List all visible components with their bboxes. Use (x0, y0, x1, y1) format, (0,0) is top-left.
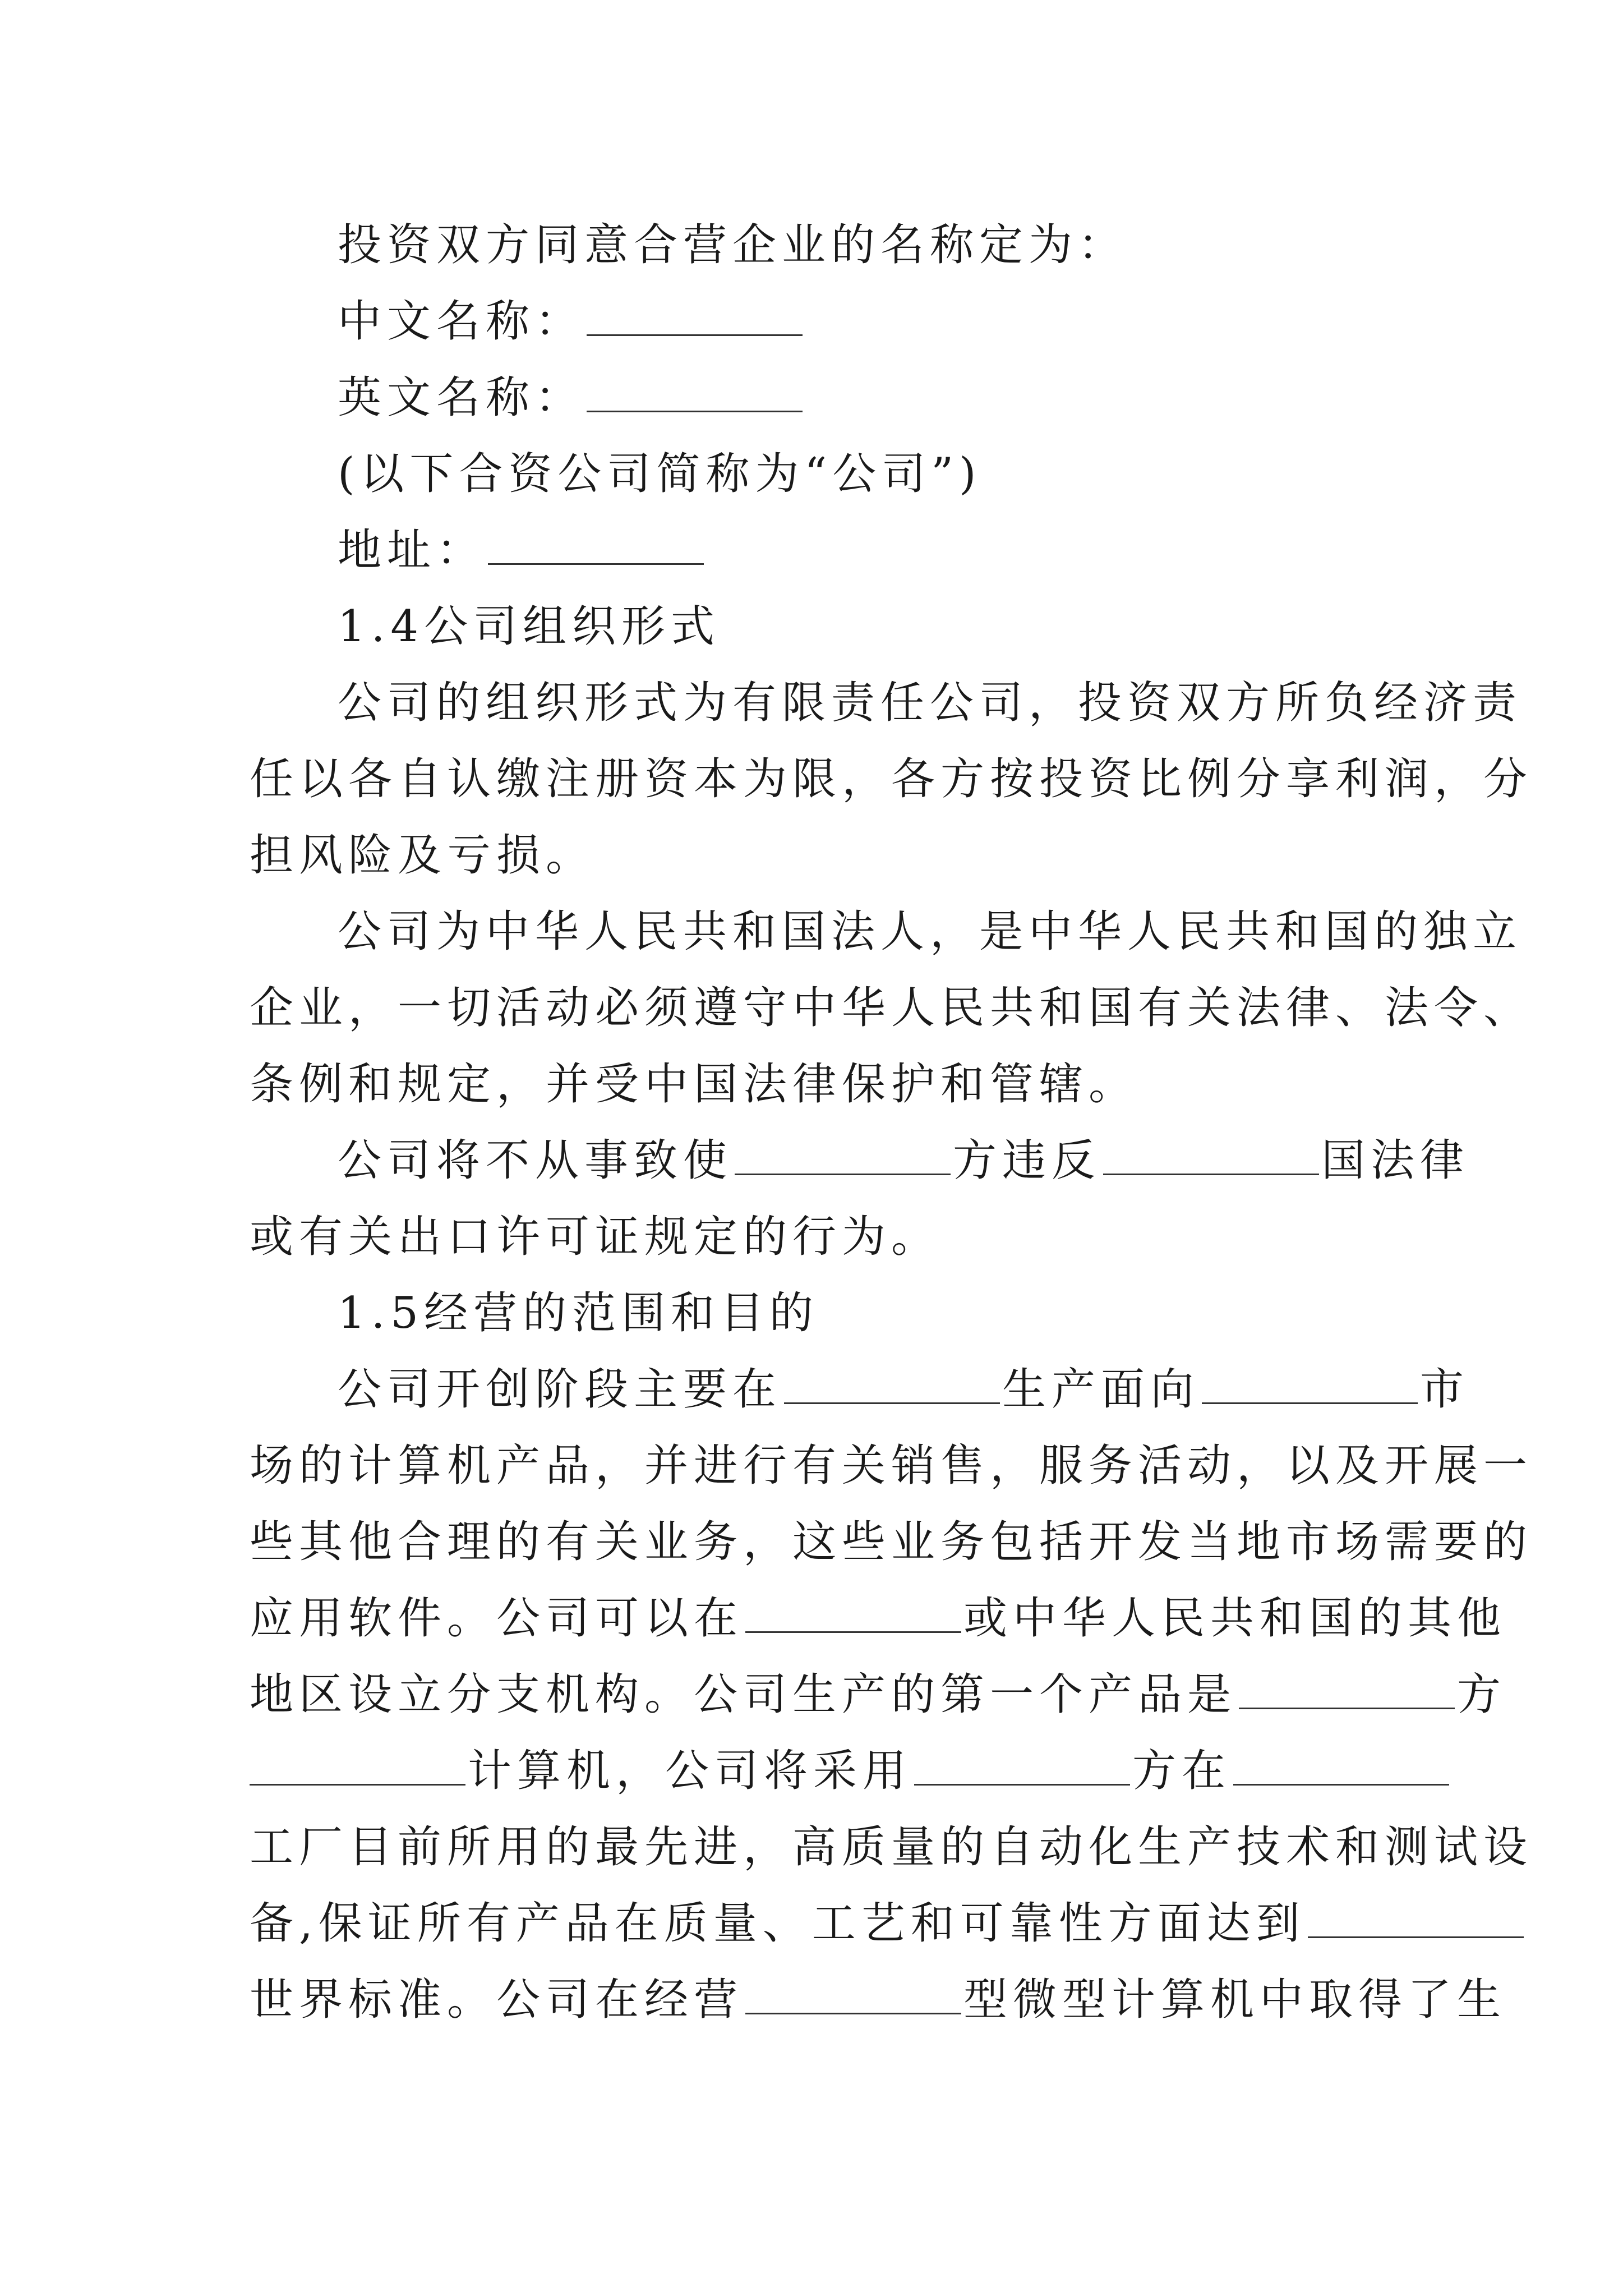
paragraph-text: 场的计算机产品，并进行有关销售，服务活动，以及开展一 (250, 1441, 1533, 1491)
paragraph-text: 工厂目前所用的最先进，高质量的自动化生产技术和测试设 (250, 1822, 1533, 1872)
paragraph-text: 国法律 (1321, 1135, 1470, 1186)
paragraph-line (250, 1579, 1507, 1658)
paragraph-line (250, 1655, 1507, 1734)
paragraph-text: 条例和规定，并受中国法律保护和管辖。 (250, 1059, 1138, 1110)
fill-blank (1233, 1745, 1449, 1786)
paragraph-line (250, 1427, 1533, 1505)
fill-blank (250, 1745, 465, 1786)
paragraph-text: 方在 (1132, 1746, 1232, 1796)
section-heading: 1.5经营的范围和目的 (338, 1288, 819, 1338)
paragraph-line (338, 1121, 1482, 1200)
fill-blank (1202, 1363, 1418, 1404)
address-blank (488, 524, 704, 565)
address-line (338, 511, 1482, 590)
fill-blank (745, 1973, 961, 2014)
paragraph-text: 市 (1420, 1364, 1470, 1415)
paragraph-line (250, 1961, 1507, 2039)
fill-blank (735, 1134, 951, 1175)
paragraph-text: 企业，一切活动必须遵守中华人民共和国有关法律、法令、 (250, 983, 1533, 1033)
chinese-name-label: 中文名称： (338, 296, 585, 347)
paragraph-text: 公司为中华人民共和国法人，是中华人民共和国的独立 (338, 907, 1523, 957)
paragraph-line (250, 740, 1533, 818)
section-1-4-heading (338, 587, 1482, 666)
fill-blank (1103, 1134, 1319, 1175)
paragraph-line (250, 816, 1394, 895)
english-name-label: 英文名称： (338, 372, 585, 423)
paragraph-line (338, 664, 1523, 742)
paragraph-text: 生产面向 (1002, 1364, 1200, 1415)
abbreviation-text: (以下合资公司简称为“公司”) (338, 449, 982, 499)
paragraph-text: 公司的组织形式为有限责任公司，投资双方所负经济责 (338, 678, 1523, 728)
paragraph-text: 公司将不从事致使 (338, 1135, 733, 1186)
paragraph-text: 方违反 (953, 1135, 1101, 1186)
intro-line (338, 206, 1482, 284)
abbreviation-note (338, 435, 1482, 513)
paragraph-line (250, 1808, 1533, 1887)
chinese-name-blank (587, 295, 803, 336)
section-1-5-heading (338, 1274, 1482, 1352)
paragraph-line (250, 1503, 1533, 1581)
fill-blank (914, 1745, 1130, 1786)
english-name-blank (587, 371, 803, 412)
section-heading: 1.4公司组织形式 (338, 601, 721, 652)
paragraph-text: 世界标准。公司在经营 (250, 1975, 744, 2025)
paragraph-line (250, 1884, 1394, 1963)
paragraph-text: 地区设立分支机构。公司生产的第一个产品是 (250, 1669, 1237, 1720)
paragraph-line (250, 1732, 1394, 1810)
paragraph-line (250, 1198, 1394, 1276)
paragraph-text: 备,保证所有产品在质量、工艺和可靠性方面达到 (250, 1898, 1306, 1949)
fill-blank (1308, 1897, 1524, 1938)
fill-blank (784, 1363, 1000, 1404)
paragraph-text: 公司开创阶段主要在 (338, 1364, 782, 1415)
paragraph-text: 担风险及亏损。 (250, 830, 596, 881)
english-name-line (338, 358, 1482, 437)
paragraph-text: 或有关出口许可证规定的行为。 (250, 1212, 941, 1262)
intro-text: 投资双方同意合营企业的名称定为： (338, 220, 1128, 270)
paragraph-text: 些其他合理的有关业务，这些业务包括开发当地市场需要的 (250, 1517, 1533, 1567)
chinese-name-line (338, 282, 1482, 361)
fill-blank (1239, 1668, 1455, 1709)
paragraph-line (250, 1045, 1394, 1124)
paragraph-text: 任以各自认缴注册资本为限，各方按投资比例分享利润，分 (250, 754, 1533, 804)
paragraph-text: 型微型计算机中取得了生 (963, 1975, 1507, 2025)
paragraph-text: 方 (1457, 1669, 1507, 1720)
paragraph-line (338, 892, 1523, 971)
paragraph-line (250, 969, 1533, 1047)
fill-blank (745, 1592, 961, 1633)
address-label: 地址： (338, 525, 486, 576)
paragraph-line (338, 1350, 1482, 1429)
paragraph-text: 或中华人民共和国的其他 (963, 1593, 1507, 1644)
paragraph-text: 计算机，公司将采用 (468, 1746, 912, 1796)
paragraph-text: 应用软件。公司可以在 (250, 1593, 744, 1644)
